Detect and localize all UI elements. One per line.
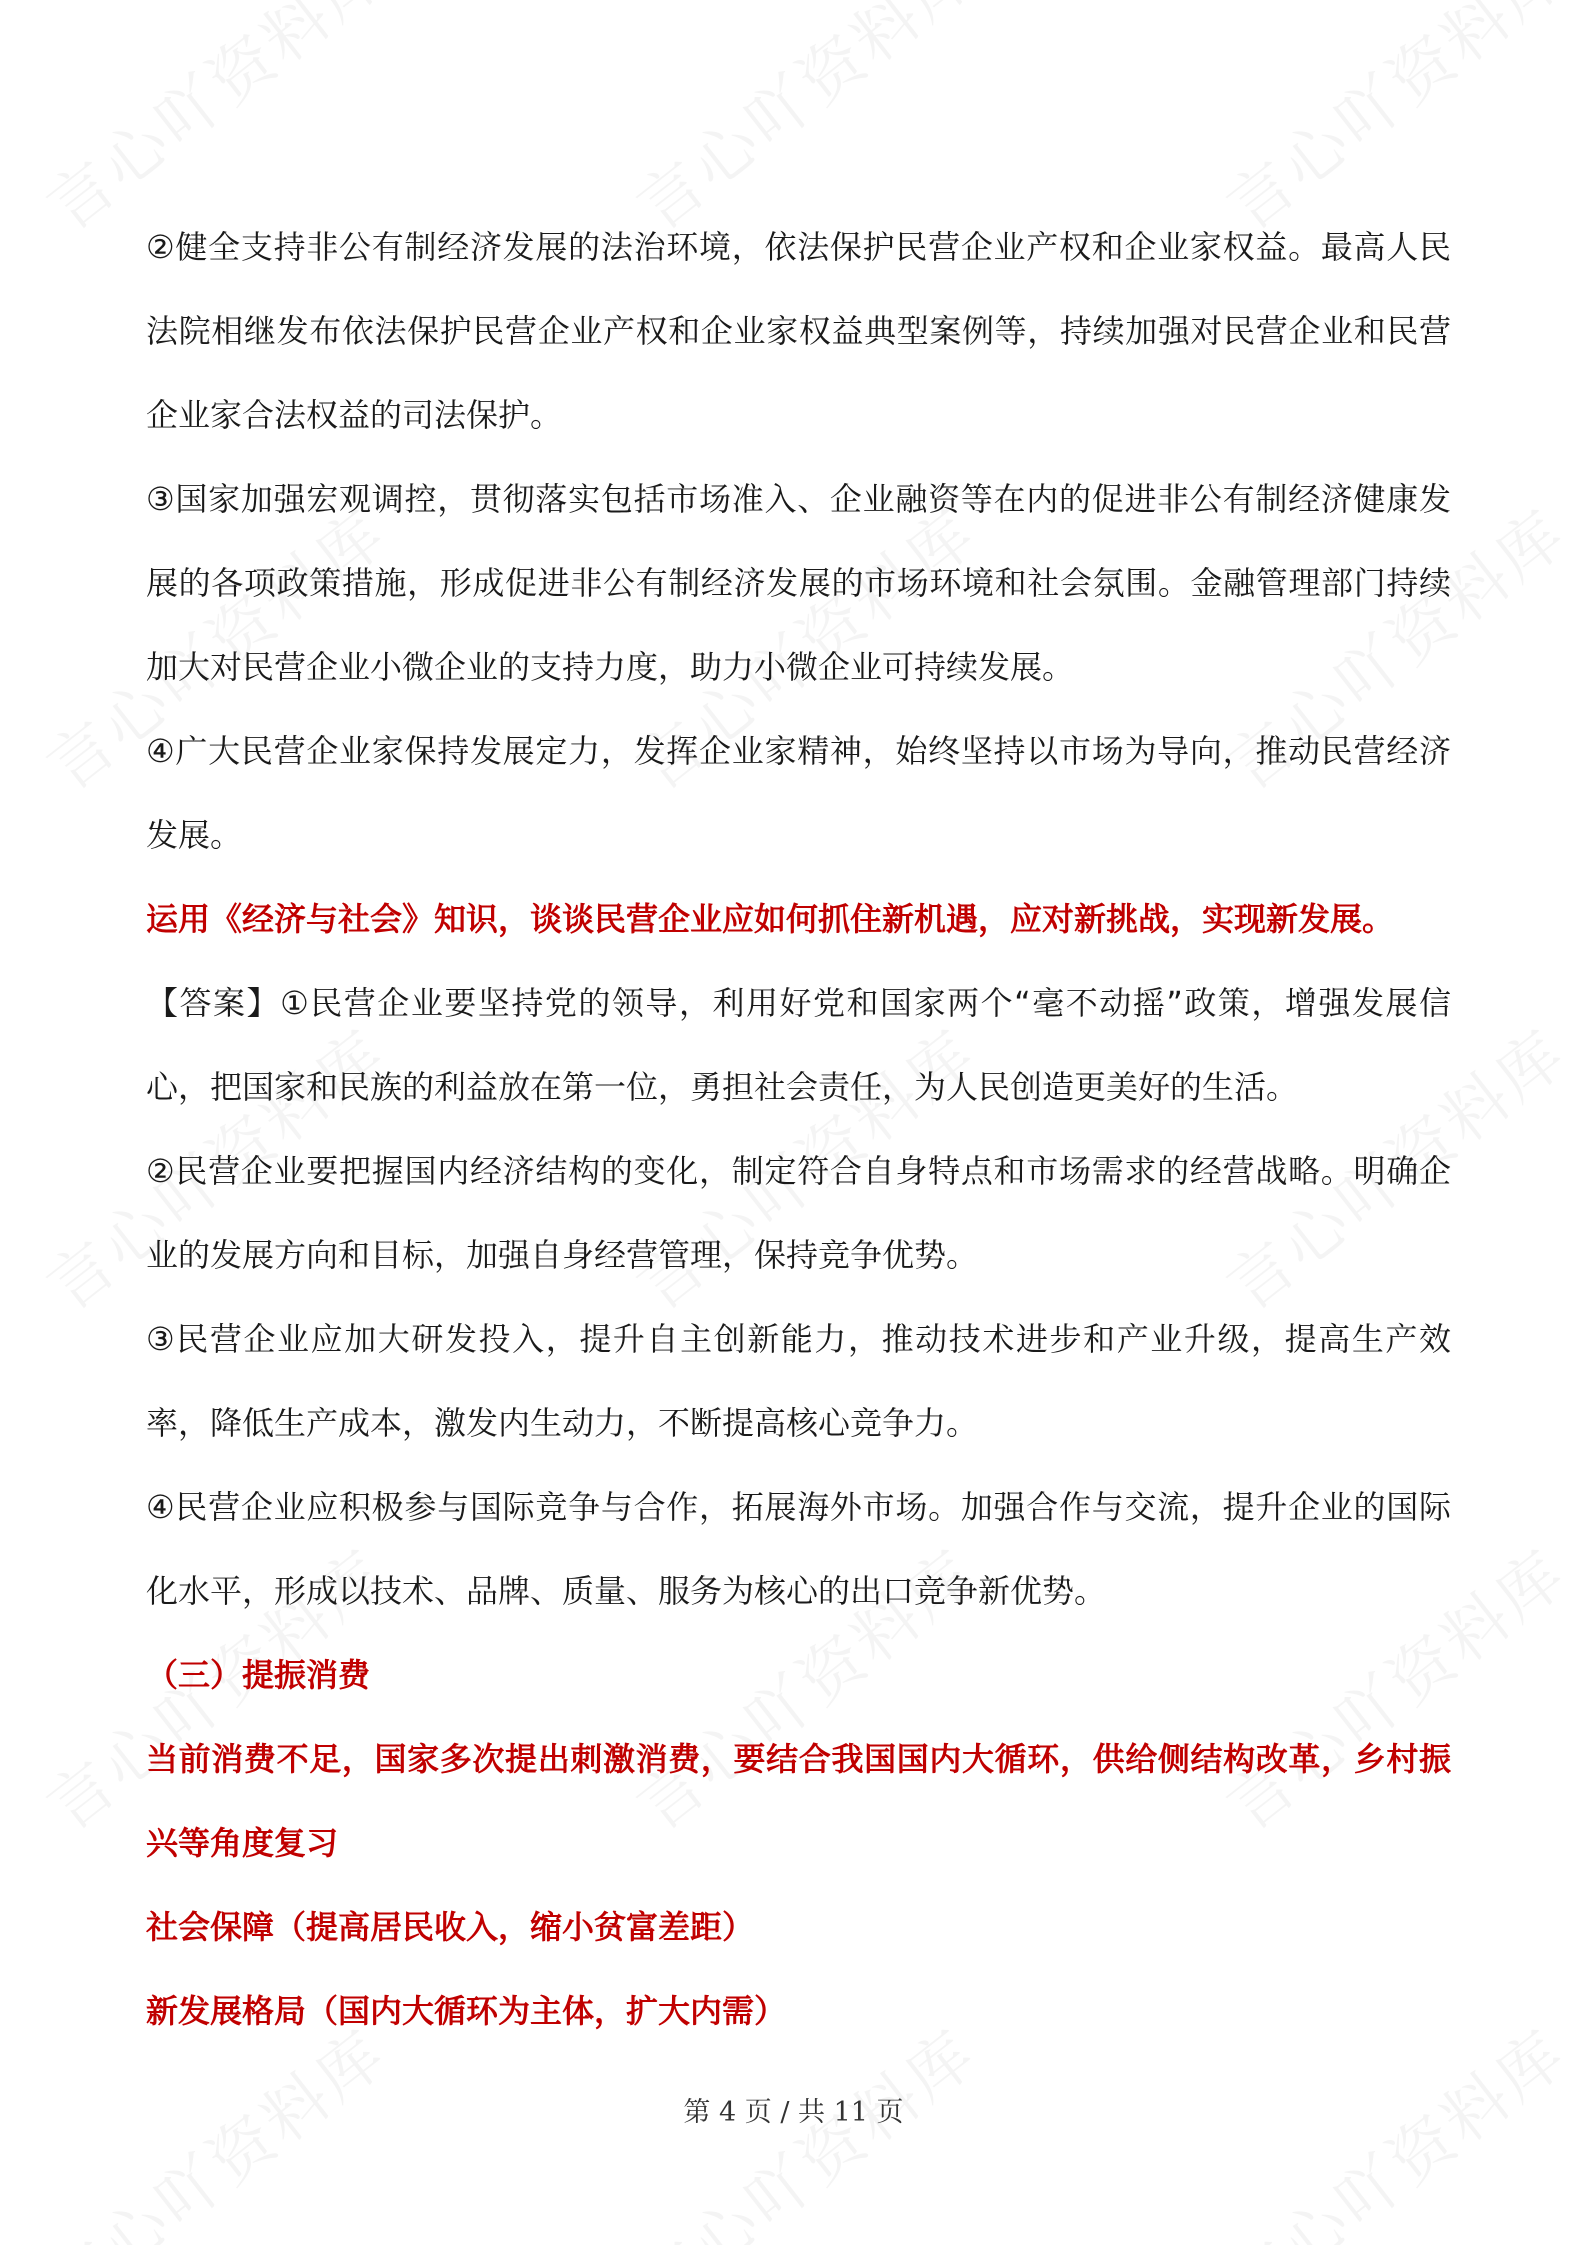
answer-point-3: ③民营企业应加大研发投入，提升自主创新能力，推动技术进步和产业升级，提高生产效率，降低生产成本，激发内生动力，不断提高核心竞争力。: [146, 1320, 1451, 1442]
answer-point-1: 【答案】①民营企业要坚持党的领导，利用好党和国家两个“毫不动摇”政策，增强发展信心，把国家和民族的利益放在第一位，勇担社会责任，为人民创造更美好的生活。: [146, 984, 1451, 1106]
paragraph-macro-control: ③国家加强宏观调控，贯彻落实包括市场准入、企业融资等在内的促进非公有制经济健康发展的各项政策措施，形成促进非公有制经济发展的市场环境和社会氛围。金融管理部门持续加大对民营企业小微企业的支持力度，助力小微企业可持续发展。: [146, 480, 1451, 686]
section-heading-consumption: （三）提振消费: [146, 1656, 371, 1694]
paragraph-entrepreneurs: ④广大民营企业家保持发展定力，发挥企业家精神，始终坚持以市场为导向，推动民营经济发展。: [146, 732, 1451, 854]
paragraph-legal-environment: ②健全支持非公有制经济发展的法治环境，依法保护民营企业产权和企业家权益。最高人民法院相继发布依法保护民营企业产权和企业家权益典型案例等，持续加强对民营企业和民营企业家合法权益的司法保护。: [146, 228, 1451, 434]
topic-social-security: 社会保障（提高居民收入，缩小贫富差距）: [146, 1908, 755, 1946]
page-footer: 第 4 页 / 共 11 页: [683, 2097, 904, 2128]
answer-point-4: ④民营企业应积极参与国际竞争与合作，拓展海外市场。加强合作与交流，提升企业的国际化水平，形成以技术、品牌、质量、服务为核心的出口竞争新优势。: [146, 1488, 1451, 1610]
consumption-note: 当前消费不足，国家多次提出刺激消费，要结合我国国内大循环，供给侧结构改革，乡村振兴等角度复习: [146, 1740, 1451, 1862]
answer-point-2: ②民营企业要把握国内经济结构的变化，制定符合自身特点和市场需求的经营战略。明确企业的发展方向和目标，加强自身经营管理，保持竞争优势。: [146, 1152, 1451, 1274]
document-body: [146, 205, 1451, 2053]
topic-new-development-pattern: 新发展格局（国内大循环为主体，扩大内需）: [146, 1992, 787, 2030]
question-heading: 运用《经济与社会》知识，谈谈民营企业应如何抓住新机遇，应对新挑战，实现新发展。: [146, 900, 1395, 938]
